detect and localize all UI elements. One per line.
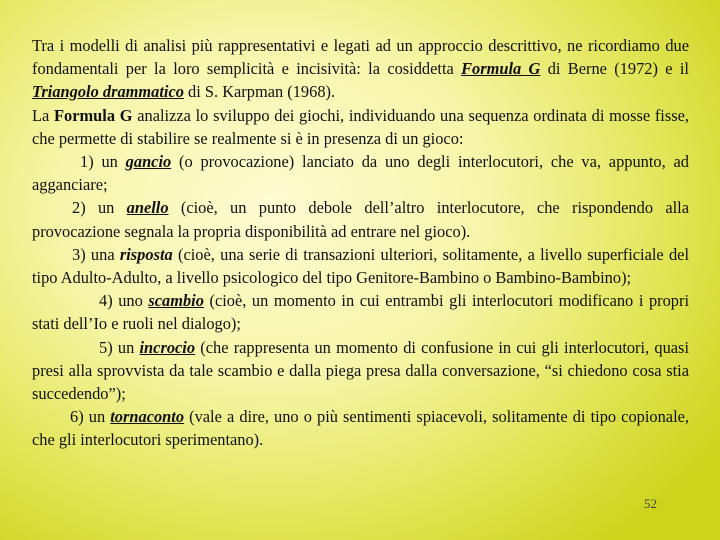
slide-body bbox=[32, 34, 689, 452]
term-formula-g-bold: Formula G bbox=[54, 105, 133, 125]
item-number: 1) un bbox=[80, 152, 126, 172]
list-item-gancio bbox=[32, 150, 689, 196]
page-number: 52 bbox=[644, 496, 657, 511]
item-term: anello bbox=[126, 198, 169, 218]
item-number: 3) una bbox=[72, 244, 120, 264]
list-item-scambio bbox=[32, 289, 689, 335]
list-item-anello bbox=[32, 196, 689, 242]
list-item-incrocio bbox=[32, 336, 689, 406]
item-number: 2) un bbox=[72, 198, 127, 218]
paragraph-text: analizza lo sviluppo dei giochi, individuando una sequenza ordinata di mosse fisse, che permette di stabilire se realmente si è in presenza di un gioco: bbox=[32, 105, 689, 148]
formula-g-paragraph bbox=[32, 104, 689, 150]
list-item-tornaconto bbox=[32, 405, 689, 451]
item-term: incrocio bbox=[139, 337, 196, 357]
item-term: scambio bbox=[148, 291, 204, 311]
item-text: (cioè, una serie di transazioni ulteriori, solitamente, a livello superficiale del tipo Adulto-Adulto, a livello psicologico del tipo Genitore-Bambino o Bambino-Bambino); bbox=[32, 244, 690, 288]
intro-text: Tra i modelli di analisi più rappresentativi e legati ad un approccio descrittivo, ne ricordiamo due fondamentali per la loro semplicità e incisività: la cosiddetta bbox=[32, 36, 689, 79]
intro-text: di S. Karpman (1968). bbox=[183, 82, 336, 102]
item-number: 5) un bbox=[99, 337, 140, 357]
term-triangolo-drammatico: Triangolo drammatico bbox=[32, 82, 184, 102]
intro-paragraph bbox=[32, 34, 689, 104]
item-number: 6) un bbox=[70, 407, 111, 427]
item-text: (che rappresenta un momento di confusione in cui gli interlocutori, quasi presi alla sprovvista da tale scambio e dalla piega presa dalla conversazione, “si chiedono cosa stia succedendo”); bbox=[32, 337, 689, 404]
item-term: gancio bbox=[125, 152, 172, 172]
item-term: tornaconto bbox=[110, 407, 185, 427]
term-formula-g: Formula G bbox=[461, 59, 541, 79]
item-text: (cioè, un punto debole dell’altro interlocutore, che rispondendo alla provocazione segnala la propria disponibilità ad entrare nel gioco). bbox=[32, 198, 689, 241]
item-text: (cioè, un momento in cui entrambi gli interlocutori modificano i propri stati dell’Io e ruoli nel dialogo); bbox=[32, 291, 689, 334]
item-number: 4) uno bbox=[99, 291, 149, 311]
item-text: (o provocazione) lanciato da uno degli interlocutori, che va, appunto, ad agganciare; bbox=[32, 152, 689, 195]
intro-text: di Berne (1972) e il bbox=[540, 59, 689, 79]
list-item-risposta bbox=[32, 243, 689, 289]
item-text: (vale a dire, uno o più sentimenti spiacevoli, solitamente di tipo copionale, che gli interlocutori sperimentano). bbox=[32, 407, 689, 450]
paragraph-text: La bbox=[32, 105, 55, 125]
item-term: risposta bbox=[119, 244, 173, 264]
